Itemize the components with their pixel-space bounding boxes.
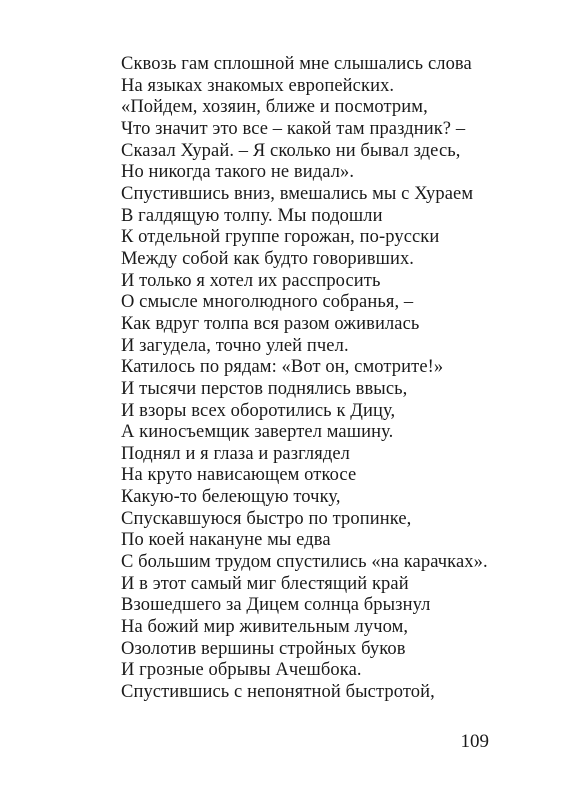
poem-line: Поднял и я глаза и разглядел [121,443,350,464]
poem-line: К отдельной группе горожан, по-русски [121,227,440,248]
poem-line: О смысле многолюдного собранья, – [121,292,414,313]
page-number: 109 [460,731,489,752]
poem-line: И грозные обрывы Ачешбока. [121,660,362,681]
poem-line: Как вдруг толпа вся разом оживилась [121,313,420,334]
poem-line: Катилось по рядам: «Вот он, смотрите!» [121,357,444,378]
poem-line: Между собой как будто говоривших. [121,248,415,269]
poem-line: Сквозь гам сплошной мне слышались слова [121,54,472,74]
poem-line: Озолотив вершины стройных буков [121,638,406,659]
poem-line: Какую-то белеющую точку, [121,487,341,508]
poem-line: И в этот самый миг блестящий край [121,573,409,594]
poem-line: Спускавшуюся быстро по тропинке, [121,508,412,529]
poem-text [121,54,488,704]
poem-line: Взошедшего за Дицем солнца брызнул [121,595,431,616]
poem-line: И загудела, точно улей пчел. [121,335,349,356]
poem-line: Что значит это все – какой там праздник? – [121,118,466,139]
poem-line: Спустившись вниз, вмешались мы с Хураем [121,183,474,204]
poem-line: На круто нависающем откосе [121,465,357,486]
poem-line: И только я хотел их расспросить [121,270,381,291]
poem-line: На языках знакомых европейских. [121,75,395,96]
poem-line: А киносъемщик завертел машину. [121,422,394,443]
poem-line: Но никогда такого не видал». [121,162,355,183]
poem-line: Сказал Хурай. – Я сколько ни бывал здесь, [121,140,461,161]
poem-line: И тысячи перстов поднялись ввысь, [121,378,408,399]
poem-line: На божий мир живительным лучом, [121,617,409,638]
poem-line: По коей накануне мы едва [121,530,331,551]
poem-line: В галдящую толпу. Мы подошли [121,205,383,226]
poem-line: Спустившись с непонятной быстротой, [121,682,435,703]
poem-line: С большим трудом спустились «на карачках». [121,552,488,573]
poem-line: И взоры всех оборотились к Дицу, [121,400,396,421]
poem-line: «Пойдем, хозяин, ближе и посмотрим, [121,97,428,118]
